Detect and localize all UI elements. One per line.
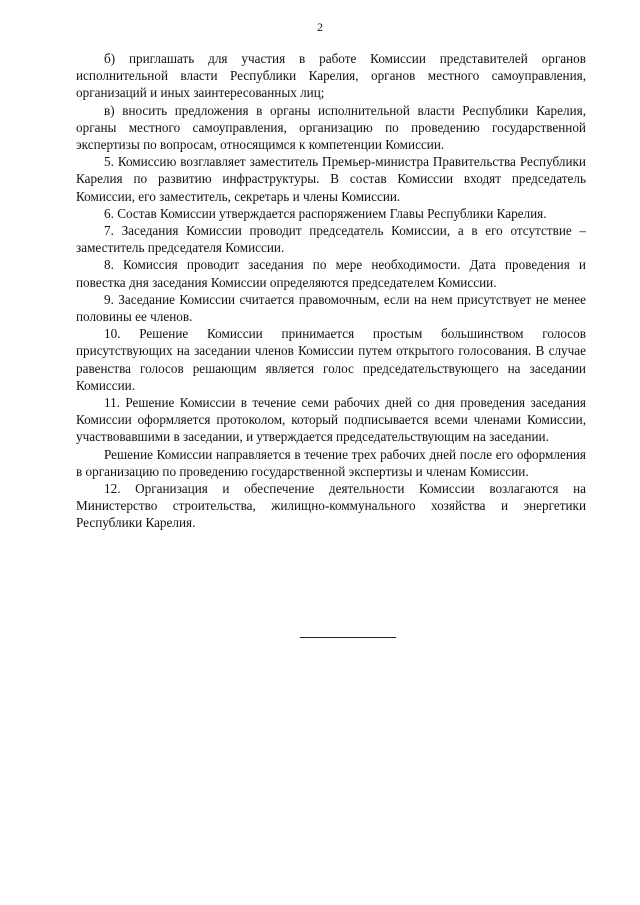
paragraph-b: б) приглашать для участия в работе Комиссии представителей органов исполнительной власти Республики Карелия, органов местного самоуправления, организаций и иных заинтересованных лиц; xyxy=(76,51,586,101)
page-number: 2 xyxy=(317,20,323,34)
closing-separator-line xyxy=(300,637,396,638)
paragraph-5: 5. Комиссию возглавляет заместитель Премьер-министра Правительства Республики Карелия по развитию инфраструктуры. В состав Комиссии входят председатель Комиссии, его заместитель, секретарь и члены Комиссии. xyxy=(76,154,586,204)
paragraph-11: 11. Решение Комиссии в течение семи рабочих дней со дня проведения заседания Комиссии оформляется протоколом, который подписывается всеми членами Комиссии, участвовавшими в заседании, и утверждается председательствующим на заседании. xyxy=(76,395,586,445)
paragraph-12: 12. Организация и обеспечение деятельности Комиссии возлагаются на Министерство строительства, жилищно-коммунального хозяйства и энергетики Республики Карелия. xyxy=(76,481,586,531)
paragraph-v: в) вносить предложения в органы исполнительной власти Республики Карелия, органы местного самоуправления, организацию по проведению государственной экспертизы по вопросам, относящимся к компетенции Комиссии. xyxy=(76,102,586,153)
paragraph-10: 10. Решение Комиссии принимается простым большинством голосов присутствующих на заседании членов Комиссии путем открытого голосования. В случае равенства голосов решающим является голос председательствующего на заседании Комиссии. xyxy=(76,326,586,393)
paragraph-11-continued: Решение Комиссии направляется в течение трех рабочих дней после его оформления в организацию по проведению государственной экспертизы и членам Комиссии. xyxy=(76,446,586,479)
paragraph-7: 7. Заседания Комиссии проводит председатель Комиссии, а в его отсутствие – заместитель председателя Комиссии. xyxy=(76,223,586,256)
paragraph-9: 9. Заседание Комиссии считается правомочным, если на нем присутствует не менее половины ее членов. xyxy=(76,291,586,325)
document-body xyxy=(76,50,586,532)
paragraph-8: 8. Комиссия проводит заседания по мере необходимости. Дата проведения и повестка дня заседания Комиссии определяются председателем Комиссии. xyxy=(76,257,586,290)
paragraph-6: 6. Состав Комиссии утверждается распоряжением Главы Республики Карелия. xyxy=(104,205,547,221)
